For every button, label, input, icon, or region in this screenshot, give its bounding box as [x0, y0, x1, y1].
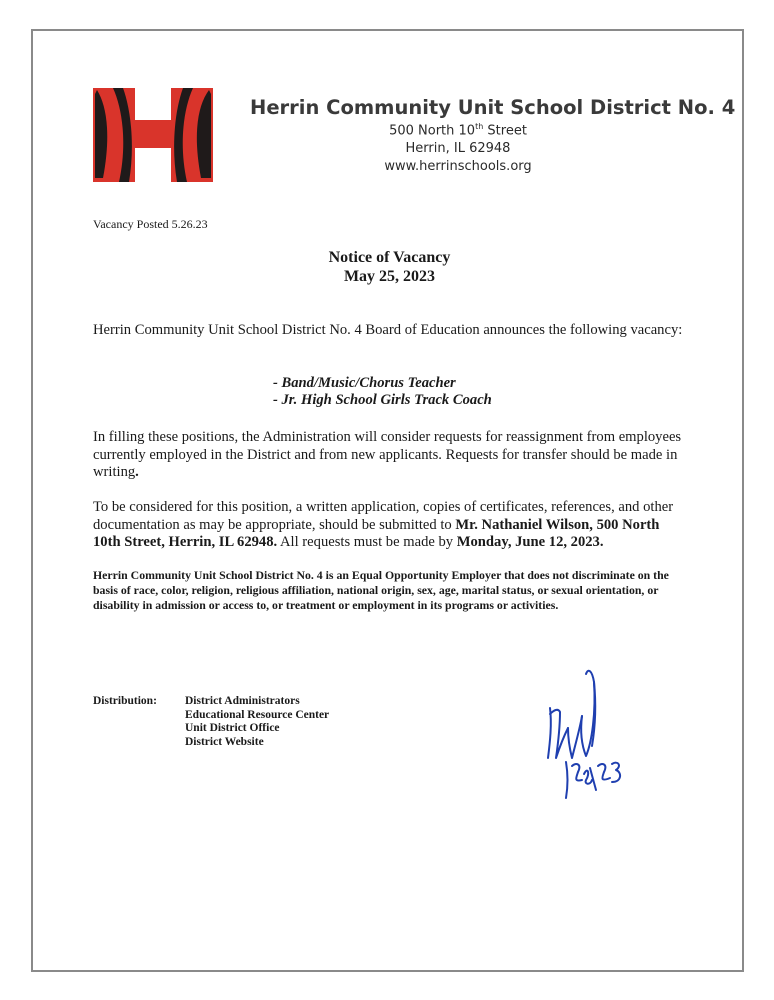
handwritten-signature — [538, 662, 628, 802]
district-logo — [93, 86, 213, 184]
address-street: 500 North 10th Street — [389, 122, 527, 139]
intro-paragraph: Herrin Community Unit School District No. 4 Board of Education announces the following vacancy: — [93, 322, 683, 338]
notice-title: Notice of Vacancy — [328, 249, 451, 266]
contact-address: Mr. Nathaniel Wilson, 500 North 10th Street, Herrin, IL 62948. — [93, 516, 660, 550]
reassignment-paragraph: In filling these positions, the Administration will consider requests for reassignment from employees currently employed in the District and from new applicants. Requests for transfer should be made in writing. — [93, 429, 682, 480]
district-name: Herrin Community Unit School District No. 4 — [250, 96, 736, 119]
equal-opportunity-statement: Herrin Community Unit School District No. 4 is an Equal Opportunity Employer that does not discriminate on the basis of race, color, religion, religious affiliation, national origin, sex, age, marital status, or sexual orientation, or disability in admission or access to, or treatment or employment in its programs or activities. — [93, 568, 669, 612]
vacancy-posted-date: Vacancy Posted 5.26.23 — [93, 217, 208, 231]
address-city: Herrin, IL 62948 — [405, 141, 511, 157]
position-item: - Jr. High School Girls Track Coach — [273, 392, 492, 408]
distribution-item: Educational Resource Center — [185, 708, 330, 721]
letterhead — [246, 96, 736, 175]
position-item: - Band/Music/Chorus Teacher — [273, 375, 456, 391]
distribution-label: Distribution: — [93, 695, 157, 707]
distribution-list — [185, 695, 329, 749]
distribution-item: District Website — [185, 735, 264, 748]
district-website: www.herrinschools.org — [384, 159, 532, 175]
notice-heading — [93, 248, 686, 286]
position-list — [273, 375, 492, 409]
notice-date: May 25, 2023 — [343, 268, 436, 285]
deadline: Monday, June 12, 2023. — [456, 534, 604, 550]
distribution-item: Unit District Office — [185, 722, 280, 734]
distribution-item: District Administrators — [185, 695, 300, 707]
application-paragraph: To be considered for this position, a written application, copies of certificates, references, and other documentation as may be appropriate, should be submitted to Mr. Nathaniel Wilson, 500 North 10th Street, Herrin, IL 62948. All requests must be made by Monday, June 12, 2023. — [93, 499, 674, 550]
